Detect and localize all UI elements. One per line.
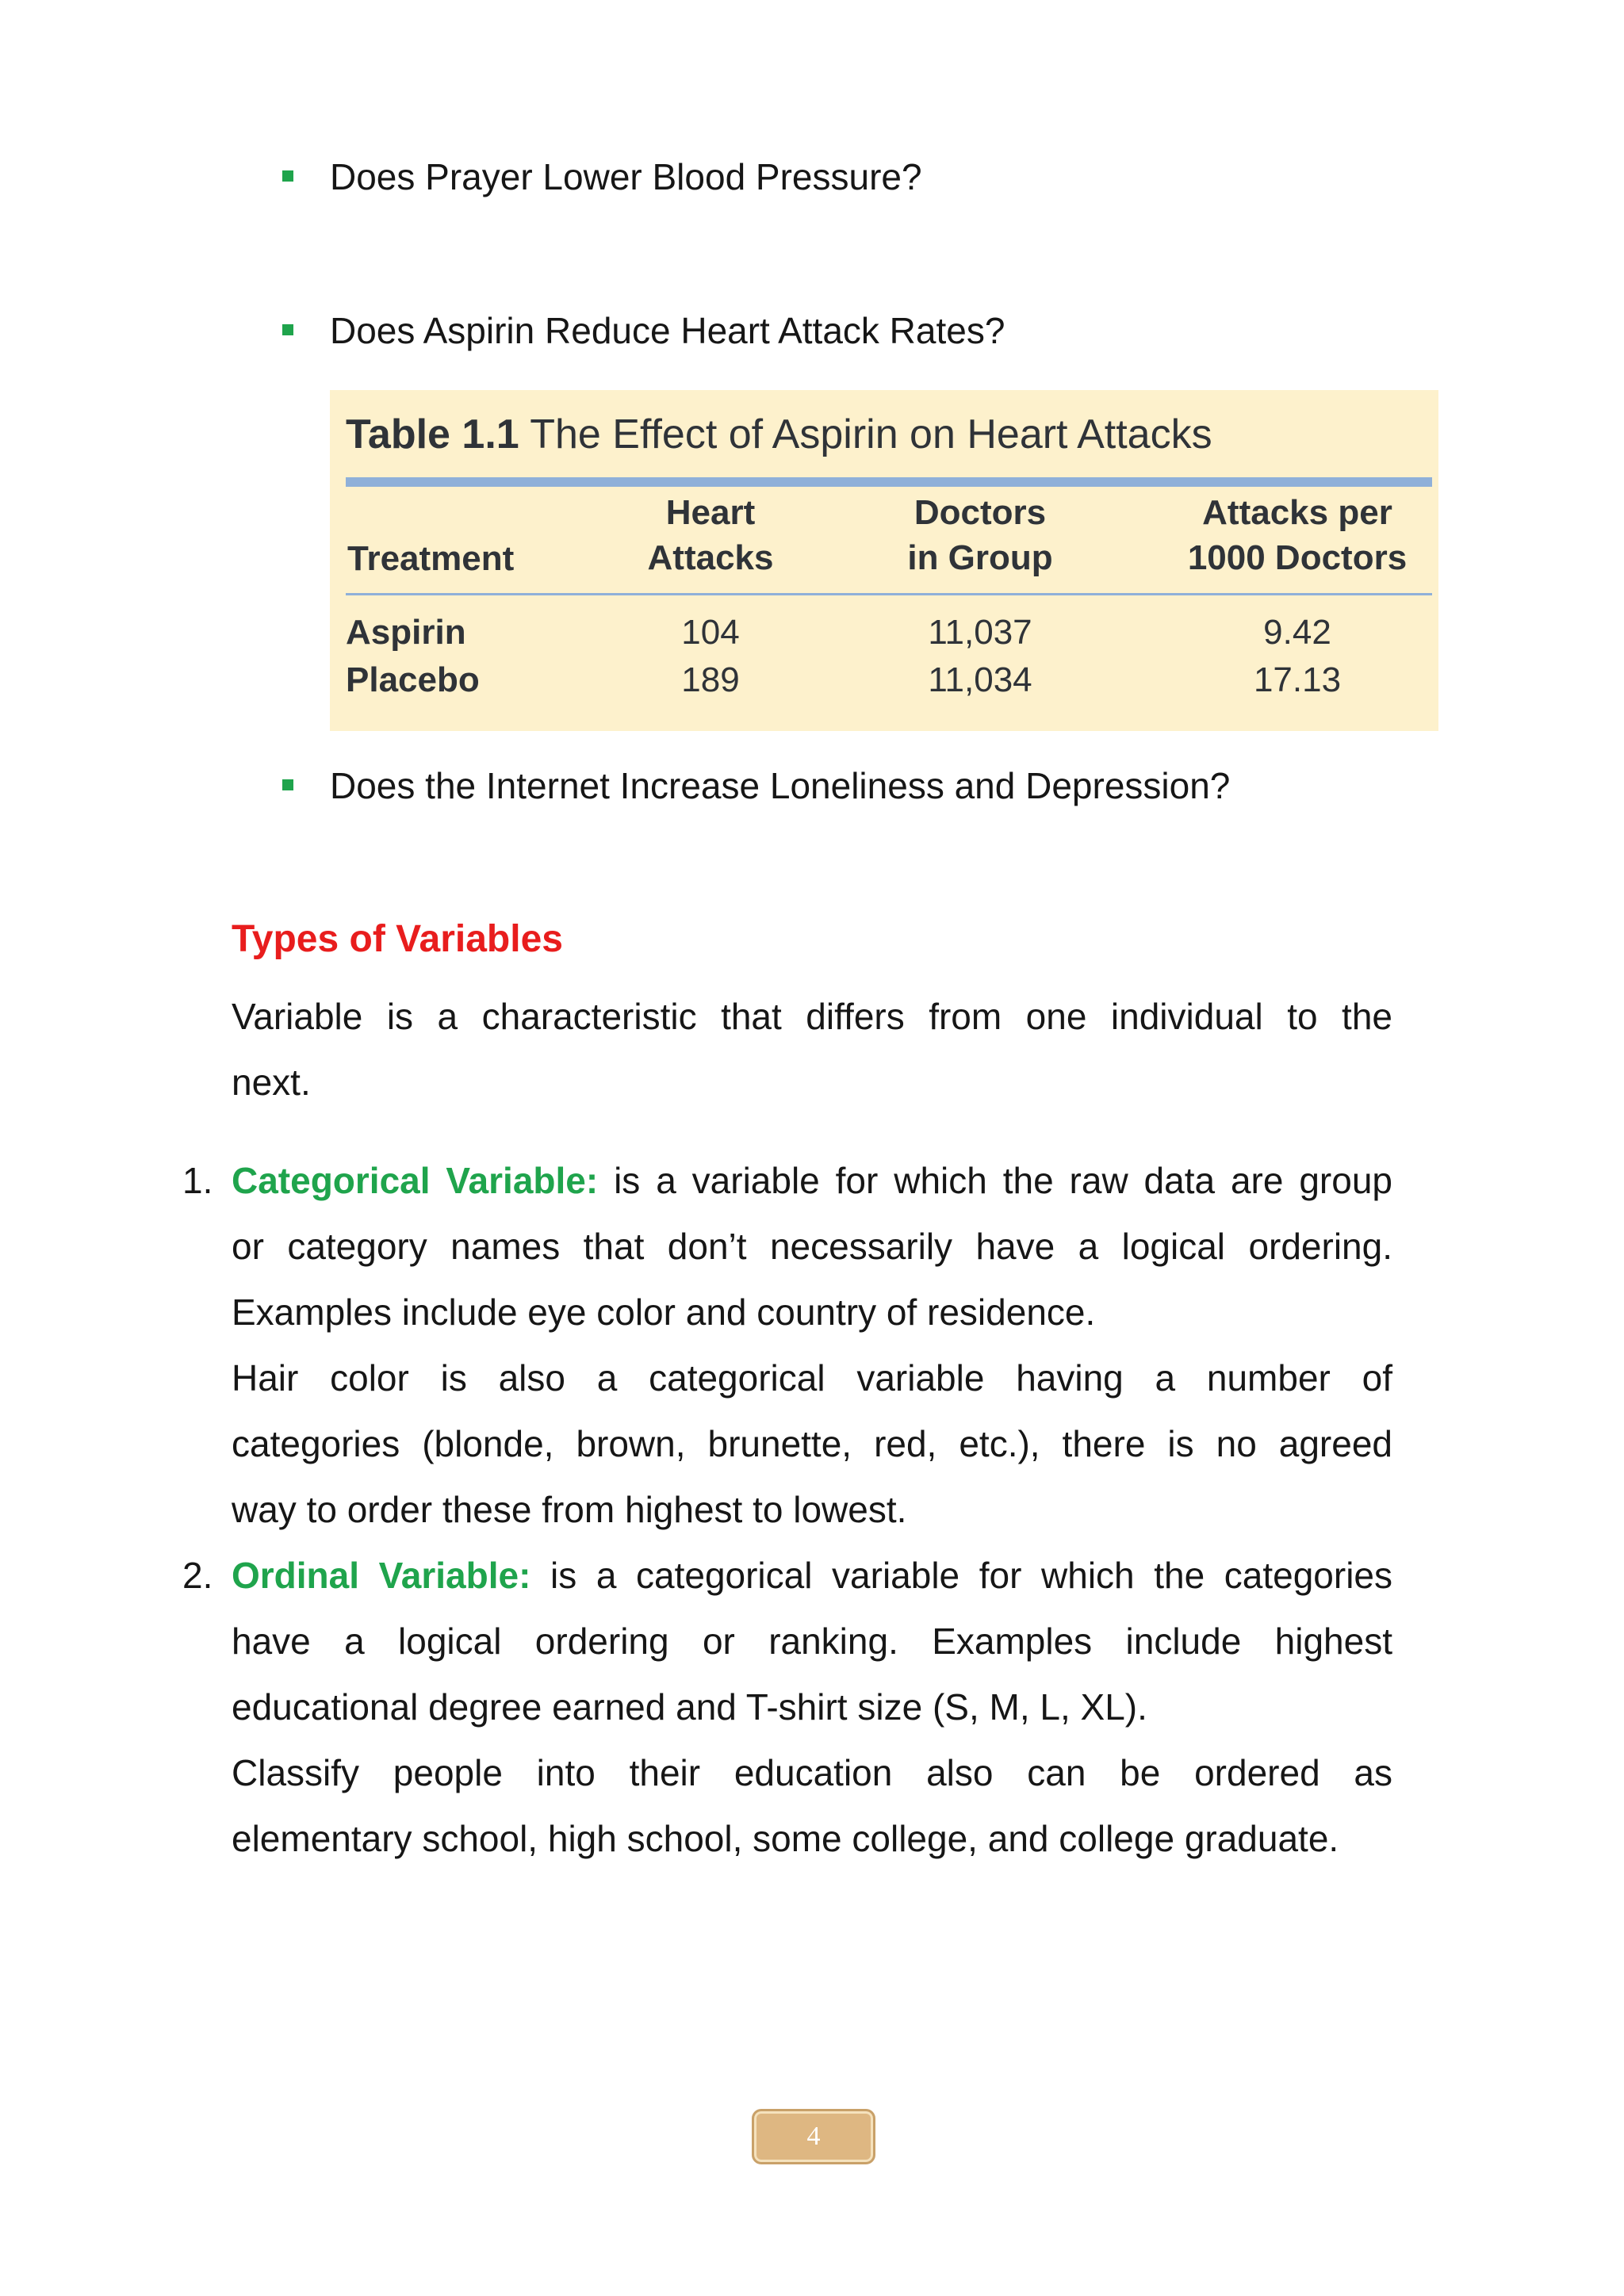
section-heading: Types of Variables bbox=[232, 918, 563, 960]
bullet-square-icon bbox=[282, 170, 293, 182]
table-header-rule bbox=[346, 593, 1432, 595]
table-title-text: The Effect of Aspirin on Heart Attacks bbox=[530, 411, 1212, 457]
row-placebo-doctors: 11,034 bbox=[928, 660, 1032, 699]
item-number: 2. bbox=[182, 1555, 213, 1596]
intro-line: next. bbox=[232, 1062, 311, 1103]
categorical-line: Examples include eye color and country of residence. bbox=[232, 1292, 1096, 1333]
bullet-text: Does the Internet Increase Loneliness and Depression? bbox=[330, 765, 1231, 806]
categorical-term: Categorical Variable: bbox=[232, 1160, 599, 1201]
categorical-line: Categorical Variable: is a variable for which the raw data are group bbox=[232, 1160, 1392, 1201]
table-label: Table 1.1 bbox=[346, 411, 519, 457]
aspirin-table bbox=[330, 390, 1438, 731]
row-placebo-heart-attacks: 189 bbox=[681, 660, 740, 699]
categorical-line: Hair color is also a categorical variable having a number of bbox=[232, 1357, 1392, 1399]
ordinal-line: have a logical ordering or ranking. Examples include highest bbox=[232, 1621, 1392, 1662]
bullet-text: Does Prayer Lower Blood Pressure? bbox=[330, 156, 922, 197]
bullet-internet bbox=[282, 762, 1472, 809]
row-placebo-per-1000: 17.13 bbox=[1253, 660, 1342, 699]
categorical-line: way to order these from highest to lowest. bbox=[232, 1489, 907, 1530]
row-aspirin-per-1000: 9.42 bbox=[1263, 613, 1331, 652]
header-heart-attacks: Heart Attacks bbox=[647, 493, 774, 577]
row-placebo-treatment: Placebo bbox=[346, 660, 480, 699]
intro-line: Variable is a characteristic that differs from one individual to the bbox=[232, 996, 1392, 1037]
header-treatment: Treatment bbox=[347, 539, 515, 578]
bullet-text: Does Aspirin Reduce Heart Attack Rates? bbox=[330, 310, 1005, 351]
ordinal-line: elementary school, high school, some college, and college graduate. bbox=[232, 1818, 1339, 1859]
header-per-1000: Attacks per 1000 Doctors bbox=[1187, 493, 1408, 577]
ordinal-line: Classify people into their education also can be ordered as bbox=[232, 1752, 1392, 1793]
ordinal-line: educational degree earned and T-shirt size (S, M, L, XL). bbox=[232, 1686, 1147, 1728]
row-aspirin-treatment: Aspirin bbox=[346, 613, 466, 652]
page-number-badge: 4 bbox=[752, 2109, 875, 2164]
categorical-line: or category names that don’t necessarily have a logical ordering. bbox=[232, 1226, 1392, 1267]
bullet-square-icon bbox=[282, 779, 293, 790]
row-aspirin-heart-attacks: 104 bbox=[681, 613, 740, 652]
bullet-aspirin bbox=[282, 307, 1472, 354]
item-number: 1. bbox=[182, 1160, 213, 1201]
row-aspirin-doctors: 11,037 bbox=[928, 613, 1032, 652]
bullet-square-icon bbox=[282, 324, 293, 335]
table-title bbox=[346, 409, 1212, 460]
table-top-rule bbox=[346, 477, 1432, 487]
bullet-prayer bbox=[282, 153, 1472, 201]
header-doctors: Doctors in Group bbox=[907, 493, 1053, 577]
ordinal-line: Ordinal Variable: is a categorical variable for which the categories bbox=[232, 1555, 1393, 1596]
categorical-line: categories (blonde, brown, brunette, red, etc.), there is no agreed bbox=[232, 1423, 1392, 1464]
ordinal-term: Ordinal Variable: bbox=[232, 1555, 531, 1596]
